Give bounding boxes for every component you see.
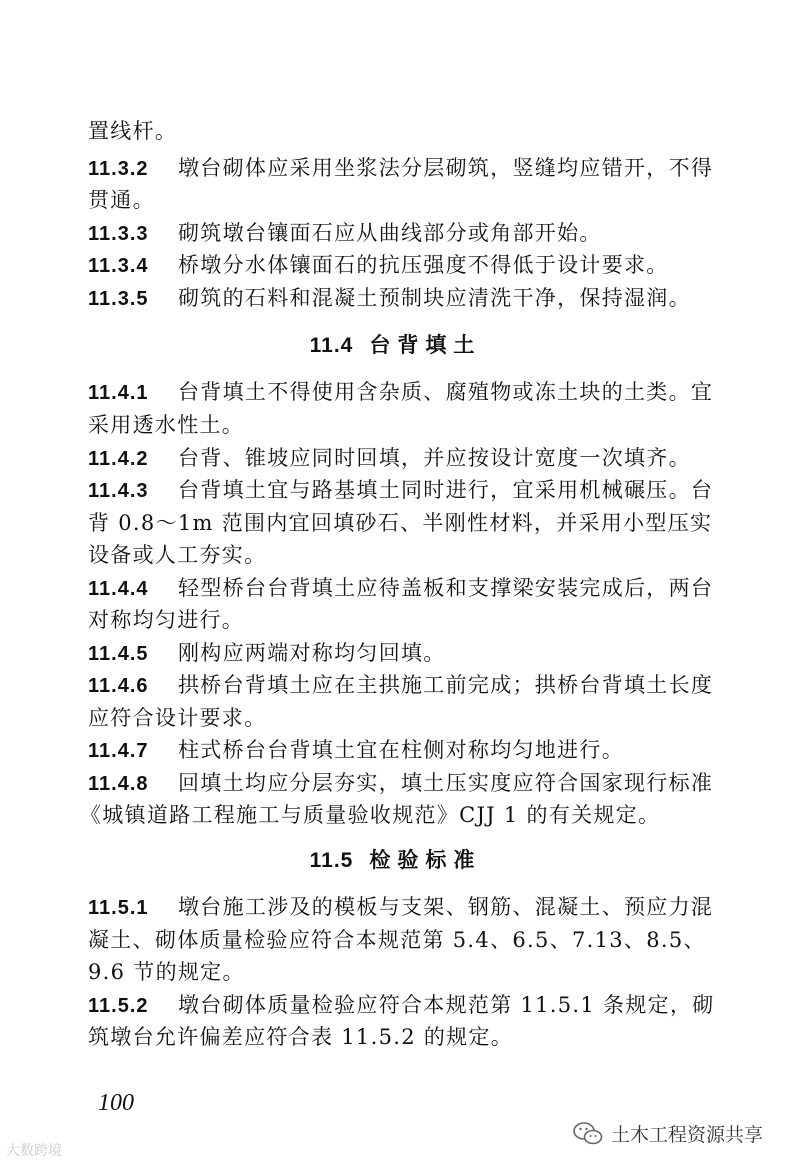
clause-text: 采用透水性土。 [88, 413, 245, 437]
text-line [88, 248, 718, 283]
text-line [88, 603, 718, 637]
text-line [88, 923, 718, 957]
clause-text: 桥墩分水体镶面石的抗压强度不得低于设计要求。 [178, 253, 669, 277]
clause-text: 凝土、砌体质量检验应符合本规范第 5.4、6.5、7.13、8.5、 [88, 928, 706, 952]
clause-number: 11.3.3 [88, 223, 149, 245]
clause-text: 置线杆。 [88, 119, 178, 143]
clause-number: 11.3.5 [88, 288, 149, 310]
clause-text: 设备或人工夯实。 [88, 543, 267, 567]
clause-text: 台背、锥坡应同时回填，并应按设计宽度一次填齐。 [178, 446, 691, 470]
clause-text: 砌筑墩台镶面石应从曲线部分或角部开始。 [178, 221, 602, 245]
clause-text: 刚构应两端对称均匀回填。 [178, 641, 446, 665]
clause-text: 回填土均应分层夯实，填土压实度应符合国家现行标准 [178, 771, 714, 795]
clause-number: 11.4.1 [88, 382, 149, 404]
clause-text: 背 0.8～1m 范围内宜回填砂石、半刚性材料，并采用小型压实 [88, 511, 713, 535]
text-line [88, 766, 718, 801]
section-heading [0, 328, 791, 363]
clause-text: 《城镇道路工程施工与质量验收规范》CJJ 1 的有关规定。 [80, 803, 661, 827]
text-line [88, 441, 718, 476]
clause-text: 墩台砌体应采用坐浆法分层砌筑，竖缝均应错开，不得 [178, 156, 714, 180]
clause-text: 台背填土不得使用含杂质、腐殖物或冻土块的土类。宜 [178, 380, 714, 404]
text-line [88, 668, 718, 703]
clause-text: 墩台砌体质量检验应符合本规范第 11.5.1 条规定，砌 [178, 993, 715, 1017]
text-line [88, 733, 718, 768]
wechat-icon [573, 1121, 603, 1147]
text-line [80, 798, 710, 832]
clause-text: 拱桥台背填土应在主拱施工前完成；拱桥台背填土长度 [178, 673, 714, 697]
clause-text: 贯通。 [88, 188, 155, 212]
clause-number: 11.4.6 [88, 675, 149, 697]
clause-text: 轻型桥台台背填土应待盖板和支撑梁安装完成后，两台 [178, 576, 714, 600]
text-line [88, 701, 718, 735]
text-line [88, 281, 718, 316]
clause-text: 柱式桥台台背填土宜在柱侧对称均匀地进行。 [178, 738, 624, 762]
text-line [88, 988, 718, 1023]
section-number: 11.4 [309, 334, 354, 357]
clause-number: 11.5.1 [88, 897, 149, 919]
text-line [88, 408, 718, 442]
clause-text: 对称均匀进行。 [88, 608, 245, 632]
text-line [88, 506, 718, 540]
text-line [88, 571, 718, 606]
clause-text: 应符合设计要求。 [88, 706, 267, 730]
clause-number: 11.5.2 [88, 995, 149, 1017]
watermark-text: 土木工程资源共享 [610, 1124, 763, 1146]
clause-text: 筑墩台允许偏差应符合表 11.5.2 的规定。 [88, 1025, 514, 1049]
text-line [88, 636, 718, 671]
clause-number: 11.4.4 [88, 578, 149, 600]
text-line [88, 1020, 718, 1054]
watermark-right [573, 1120, 763, 1147]
page-number: 100 [98, 1090, 134, 1116]
text-line [88, 473, 718, 508]
clause-text: 9.6 节的规定。 [88, 960, 245, 984]
text-line [88, 375, 718, 410]
clause-number: 11.4.3 [88, 480, 149, 502]
clause-text: 砌筑的石料和混凝土预制块应清洗干净，保持湿润。 [178, 286, 691, 310]
text-line [88, 890, 718, 925]
section-title: 台背填土 [369, 332, 482, 357]
clause-text: 台背填土宜与路基填土同时进行，宜采用机械碾压。台 [178, 478, 714, 502]
clause-number: 11.4.2 [88, 448, 149, 470]
text-line [88, 151, 718, 186]
clause-number: 11.3.4 [88, 255, 149, 277]
text-line [88, 955, 718, 989]
text-line [88, 183, 718, 217]
text-line [88, 114, 718, 148]
clause-number: 11.3.2 [88, 158, 149, 180]
clause-number: 11.4.8 [88, 773, 149, 795]
clause-number: 11.4.7 [88, 740, 149, 762]
section-number: 11.5 [309, 849, 354, 872]
text-line [88, 538, 718, 572]
section-title: 检验标准 [369, 847, 482, 872]
section-heading [0, 843, 791, 878]
clause-number: 11.4.5 [88, 643, 149, 665]
clause-text: 墩台施工涉及的模板与支架、钢筋、混凝土、预应力混 [178, 895, 714, 919]
watermark-left: 大数跨境 [6, 1143, 62, 1159]
text-line [88, 216, 718, 251]
